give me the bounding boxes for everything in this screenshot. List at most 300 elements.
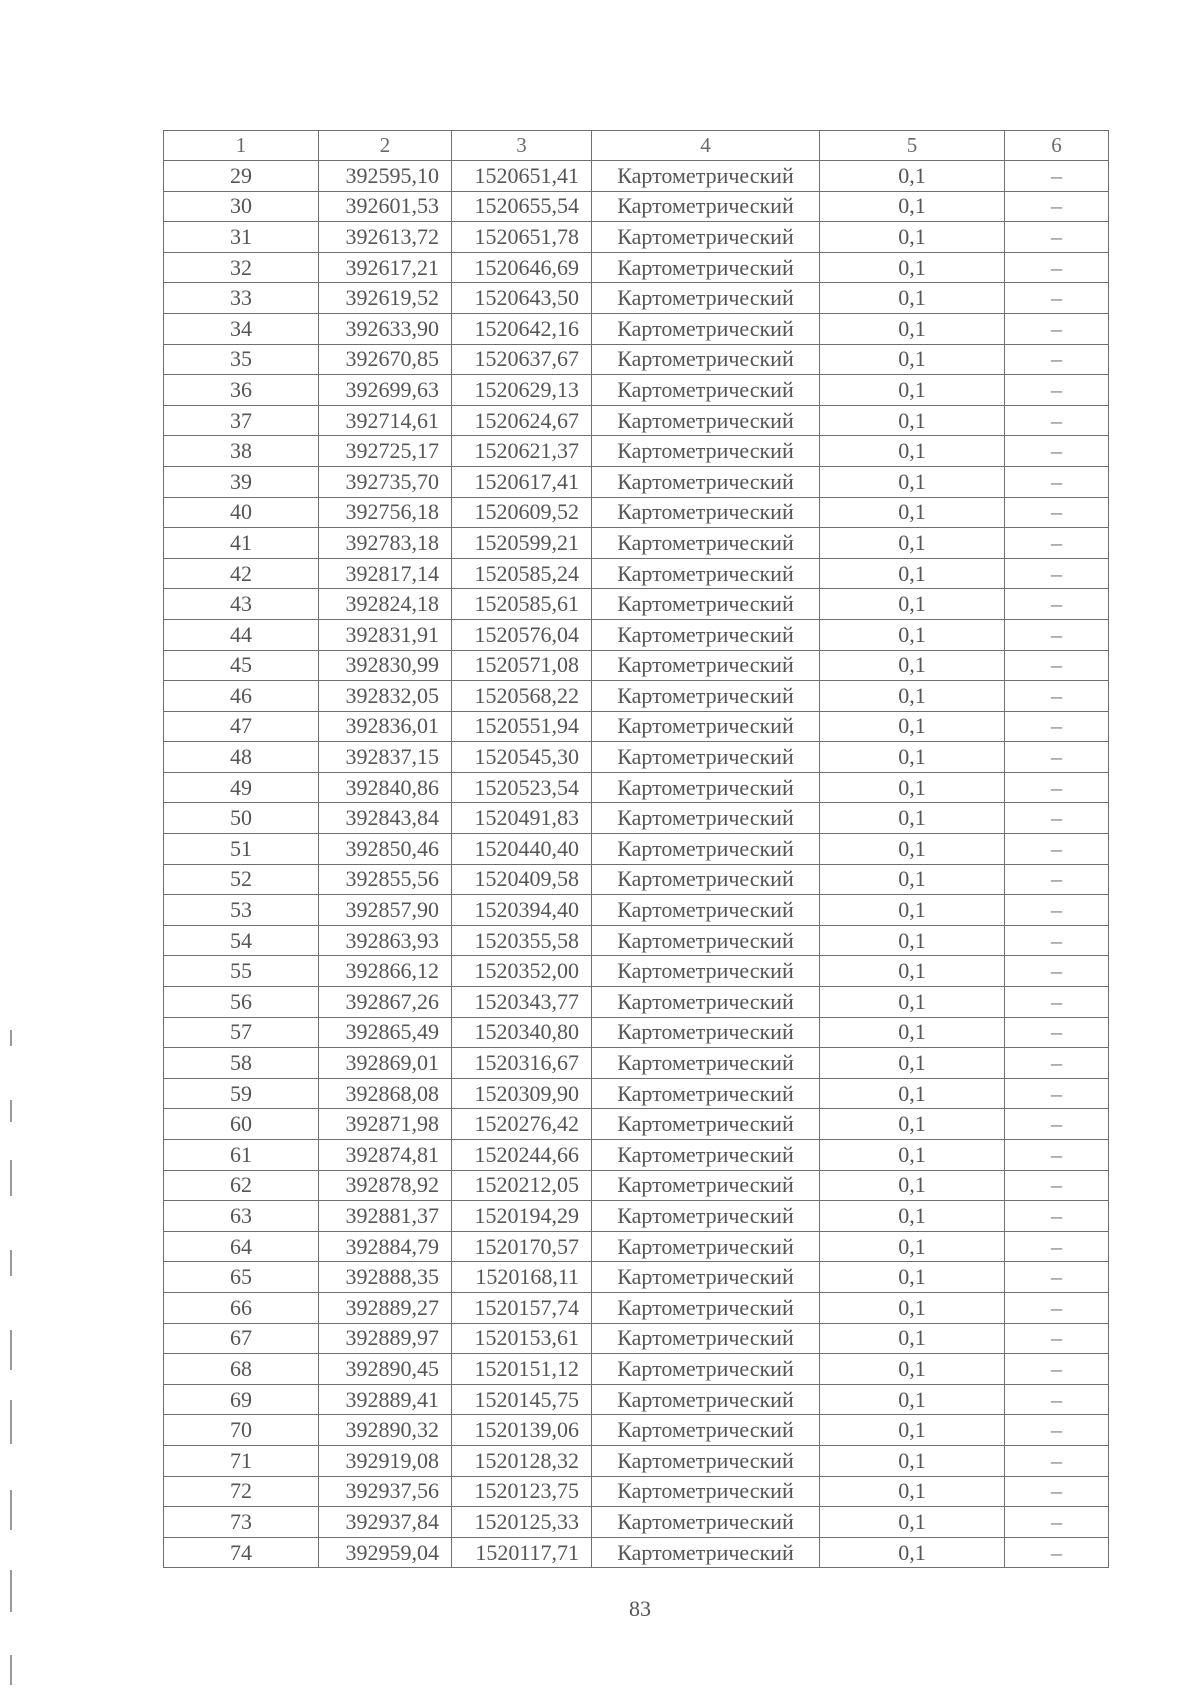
table-row [164,1292,1109,1323]
y-coordinate-cell: 1520153,61 [452,1323,592,1354]
point-number-cell: 51 [164,834,319,865]
note-cell: – [1005,466,1109,497]
table-row [164,1170,1109,1201]
note-cell: – [1005,558,1109,589]
method-cell: Картометрический [592,252,820,283]
note-cell: – [1005,222,1109,253]
accuracy-cell: 0,1 [820,1445,1005,1476]
method-cell: Картометрический [592,1323,820,1354]
scan-mark [10,1490,12,1530]
note-cell: – [1005,344,1109,375]
accuracy-cell: 0,1 [820,283,1005,314]
scan-mark [10,1030,12,1046]
method-cell: Картометрический [592,1537,820,1568]
table-row [164,558,1109,589]
accuracy-cell: 0,1 [820,558,1005,589]
accuracy-cell: 0,1 [820,895,1005,926]
y-coordinate-cell: 1520212,05 [452,1170,592,1201]
method-cell: Картометрический [592,1415,820,1446]
scan-mark [10,1655,12,1685]
table-row [164,1476,1109,1507]
point-number-cell: 48 [164,742,319,773]
method-cell: Картометрический [592,1507,820,1538]
point-number-cell: 68 [164,1354,319,1385]
x-coordinate-cell: 392884,79 [319,1231,452,1262]
y-coordinate-cell: 1520609,52 [452,497,592,528]
accuracy-cell: 0,1 [820,252,1005,283]
method-cell: Картометрический [592,895,820,926]
y-coordinate-cell: 1520646,69 [452,252,592,283]
y-coordinate-cell: 1520568,22 [452,681,592,712]
note-cell: – [1005,191,1109,222]
x-coordinate-cell: 392633,90 [319,313,452,344]
accuracy-cell: 0,1 [820,1507,1005,1538]
y-coordinate-cell: 1520244,66 [452,1140,592,1171]
method-cell: Картометрический [592,711,820,742]
method-cell: Картометрический [592,1384,820,1415]
point-number-cell: 67 [164,1323,319,1354]
y-coordinate-cell: 1520651,78 [452,222,592,253]
accuracy-cell: 0,1 [820,1323,1005,1354]
point-number-cell: 70 [164,1415,319,1446]
accuracy-cell: 0,1 [820,619,1005,650]
note-cell: – [1005,252,1109,283]
point-number-cell: 69 [164,1384,319,1415]
x-coordinate-cell: 392937,56 [319,1476,452,1507]
point-number-cell: 72 [164,1476,319,1507]
point-number-cell: 46 [164,681,319,712]
accuracy-cell: 0,1 [820,987,1005,1018]
y-coordinate-cell: 1520571,08 [452,650,592,681]
y-coordinate-cell: 1520125,33 [452,1507,592,1538]
accuracy-cell: 0,1 [820,772,1005,803]
y-coordinate-cell: 1520276,42 [452,1109,592,1140]
method-cell: Картометрический [592,528,820,559]
table-row [164,375,1109,406]
note-cell: – [1005,1078,1109,1109]
note-cell: – [1005,589,1109,620]
x-coordinate-cell: 392937,84 [319,1507,452,1538]
scan-mark [10,1100,12,1122]
note-cell: – [1005,313,1109,344]
method-cell: Картометрический [592,681,820,712]
y-coordinate-cell: 1520440,40 [452,834,592,865]
x-coordinate-cell: 392725,17 [319,436,452,467]
point-number-cell: 52 [164,864,319,895]
table-row [164,436,1109,467]
point-number-cell: 58 [164,1048,319,1079]
y-coordinate-cell: 1520309,90 [452,1078,592,1109]
y-coordinate-cell: 1520145,75 [452,1384,592,1415]
x-coordinate-cell: 392830,99 [319,650,452,681]
column-header: 6 [1005,131,1109,161]
x-coordinate-cell: 392890,45 [319,1354,452,1385]
page-number: 83 [629,1596,651,1621]
accuracy-cell: 0,1 [820,1292,1005,1323]
y-coordinate-cell: 1520128,32 [452,1445,592,1476]
column-header: 4 [592,131,820,161]
accuracy-cell: 0,1 [820,466,1005,497]
table-row [164,222,1109,253]
note-cell: – [1005,1170,1109,1201]
x-coordinate-cell: 392699,63 [319,375,452,406]
column-header: 3 [452,131,592,161]
point-number-cell: 60 [164,1109,319,1140]
point-number-cell: 34 [164,313,319,344]
table-row [164,497,1109,528]
x-coordinate-cell: 392824,18 [319,589,452,620]
note-cell: – [1005,987,1109,1018]
accuracy-cell: 0,1 [820,1140,1005,1171]
x-coordinate-cell: 392837,15 [319,742,452,773]
accuracy-cell: 0,1 [820,681,1005,712]
note-cell: – [1005,1201,1109,1232]
table-row [164,742,1109,773]
method-cell: Картометрический [592,772,820,803]
table-row [164,283,1109,314]
method-cell: Картометрический [592,619,820,650]
method-cell: Картометрический [592,222,820,253]
accuracy-cell: 0,1 [820,528,1005,559]
scan-mark [10,1330,12,1370]
note-cell: – [1005,1109,1109,1140]
y-coordinate-cell: 1520151,12 [452,1354,592,1385]
point-number-cell: 45 [164,650,319,681]
method-cell: Картометрический [592,313,820,344]
point-number-cell: 53 [164,895,319,926]
method-cell: Картометрический [592,803,820,834]
table-row [164,405,1109,436]
table-row [164,925,1109,956]
table-row [164,834,1109,865]
column-header: 2 [319,131,452,161]
x-coordinate-cell: 392866,12 [319,956,452,987]
note-cell: – [1005,834,1109,865]
point-number-cell: 59 [164,1078,319,1109]
note-cell: – [1005,1323,1109,1354]
x-coordinate-cell: 392874,81 [319,1140,452,1171]
table-row [164,1109,1109,1140]
y-coordinate-cell: 1520551,94 [452,711,592,742]
note-cell: – [1005,161,1109,192]
point-number-cell: 64 [164,1231,319,1262]
accuracy-cell: 0,1 [820,956,1005,987]
method-cell: Картометрический [592,283,820,314]
y-coordinate-cell: 1520117,71 [452,1537,592,1568]
x-coordinate-cell: 392868,08 [319,1078,452,1109]
method-cell: Картометрический [592,742,820,773]
y-coordinate-cell: 1520168,11 [452,1262,592,1293]
method-cell: Картометрический [592,987,820,1018]
x-coordinate-cell: 392714,61 [319,405,452,436]
x-coordinate-cell: 392832,05 [319,681,452,712]
y-coordinate-cell: 1520409,58 [452,864,592,895]
note-cell: – [1005,956,1109,987]
note-cell: – [1005,864,1109,895]
table-row [164,313,1109,344]
method-cell: Картометрический [592,1140,820,1171]
method-cell: Картометрический [592,1170,820,1201]
scan-mark [10,1570,12,1612]
note-cell: – [1005,1231,1109,1262]
method-cell: Картометрический [592,834,820,865]
x-coordinate-cell: 392831,91 [319,619,452,650]
column-header: 5 [820,131,1005,161]
method-cell: Картометрический [592,466,820,497]
column-header: 1 [164,131,319,161]
method-cell: Картометрический [592,864,820,895]
accuracy-cell: 0,1 [820,1201,1005,1232]
y-coordinate-cell: 1520157,74 [452,1292,592,1323]
point-number-cell: 47 [164,711,319,742]
y-coordinate-cell: 1520340,80 [452,1017,592,1048]
accuracy-cell: 0,1 [820,650,1005,681]
accuracy-cell: 0,1 [820,313,1005,344]
table-row [164,161,1109,192]
accuracy-cell: 0,1 [820,1170,1005,1201]
accuracy-cell: 0,1 [820,925,1005,956]
x-coordinate-cell: 392836,01 [319,711,452,742]
y-coordinate-cell: 1520637,67 [452,344,592,375]
accuracy-cell: 0,1 [820,1354,1005,1385]
method-cell: Картометрический [592,1201,820,1232]
table-row [164,1323,1109,1354]
table-row [164,589,1109,620]
x-coordinate-cell: 392850,46 [319,834,452,865]
accuracy-cell: 0,1 [820,1231,1005,1262]
note-cell: – [1005,1262,1109,1293]
note-cell: – [1005,925,1109,956]
y-coordinate-cell: 1520599,21 [452,528,592,559]
accuracy-cell: 0,1 [820,405,1005,436]
y-coordinate-cell: 1520139,06 [452,1415,592,1446]
table-row [164,1537,1109,1568]
method-cell: Картометрический [592,1292,820,1323]
method-cell: Картометрический [592,497,820,528]
y-coordinate-cell: 1520194,29 [452,1201,592,1232]
note-cell: – [1005,1048,1109,1079]
x-coordinate-cell: 392919,08 [319,1445,452,1476]
table-row [164,1078,1109,1109]
method-cell: Картометрический [592,1445,820,1476]
accuracy-cell: 0,1 [820,834,1005,865]
point-number-cell: 43 [164,589,319,620]
y-coordinate-cell: 1520629,13 [452,375,592,406]
scan-mark [10,1400,12,1444]
note-cell: – [1005,497,1109,528]
accuracy-cell: 0,1 [820,375,1005,406]
x-coordinate-cell: 392843,84 [319,803,452,834]
method-cell: Картометрический [592,558,820,589]
accuracy-cell: 0,1 [820,1262,1005,1293]
table-row [164,650,1109,681]
x-coordinate-cell: 392867,26 [319,987,452,1018]
y-coordinate-cell: 1520394,40 [452,895,592,926]
x-coordinate-cell: 392869,01 [319,1048,452,1079]
note-cell: – [1005,1017,1109,1048]
table-row [164,895,1109,926]
point-number-cell: 29 [164,161,319,192]
method-cell: Картометрический [592,1476,820,1507]
point-number-cell: 50 [164,803,319,834]
point-number-cell: 32 [164,252,319,283]
y-coordinate-cell: 1520621,37 [452,436,592,467]
method-cell: Картометрический [592,1048,820,1079]
point-number-cell: 37 [164,405,319,436]
coordinates-table [163,130,1109,1568]
table-row [164,711,1109,742]
table-row [164,1140,1109,1171]
y-coordinate-cell: 1520316,67 [452,1048,592,1079]
y-coordinate-cell: 1520352,00 [452,956,592,987]
point-number-cell: 40 [164,497,319,528]
accuracy-cell: 0,1 [820,864,1005,895]
x-coordinate-cell: 392601,53 [319,191,452,222]
point-number-cell: 66 [164,1292,319,1323]
x-coordinate-cell: 392863,93 [319,925,452,956]
x-coordinate-cell: 392595,10 [319,161,452,192]
note-cell: – [1005,681,1109,712]
point-number-cell: 74 [164,1537,319,1568]
accuracy-cell: 0,1 [820,191,1005,222]
method-cell: Картометрический [592,1017,820,1048]
accuracy-cell: 0,1 [820,1109,1005,1140]
point-number-cell: 35 [164,344,319,375]
note-cell: – [1005,1476,1109,1507]
point-number-cell: 54 [164,925,319,956]
accuracy-cell: 0,1 [820,742,1005,773]
x-coordinate-cell: 392959,04 [319,1537,452,1568]
point-number-cell: 44 [164,619,319,650]
method-cell: Картометрический [592,1262,820,1293]
note-cell: – [1005,619,1109,650]
x-coordinate-cell: 392889,27 [319,1292,452,1323]
note-cell: – [1005,895,1109,926]
y-coordinate-cell: 1520617,41 [452,466,592,497]
point-number-cell: 65 [164,1262,319,1293]
x-coordinate-cell: 392840,86 [319,772,452,803]
table-row [164,1354,1109,1385]
note-cell: – [1005,650,1109,681]
note-cell: – [1005,1415,1109,1446]
point-number-cell: 36 [164,375,319,406]
x-coordinate-cell: 392756,18 [319,497,452,528]
x-coordinate-cell: 392783,18 [319,528,452,559]
method-cell: Картометрический [592,1231,820,1262]
scan-mark [10,1160,12,1196]
table-row [164,1445,1109,1476]
x-coordinate-cell: 392889,41 [319,1384,452,1415]
note-cell: – [1005,283,1109,314]
accuracy-cell: 0,1 [820,589,1005,620]
point-number-cell: 31 [164,222,319,253]
accuracy-cell: 0,1 [820,497,1005,528]
point-number-cell: 62 [164,1170,319,1201]
note-cell: – [1005,742,1109,773]
method-cell: Картометрический [592,956,820,987]
table-row [164,1017,1109,1048]
y-coordinate-cell: 1520491,83 [452,803,592,834]
point-number-cell: 33 [164,283,319,314]
y-coordinate-cell: 1520624,67 [452,405,592,436]
table-row [164,191,1109,222]
table-row [164,772,1109,803]
table-row [164,252,1109,283]
y-coordinate-cell: 1520642,16 [452,313,592,344]
accuracy-cell: 0,1 [820,1415,1005,1446]
table-row [164,466,1109,497]
note-cell: – [1005,436,1109,467]
table-row [164,1231,1109,1262]
method-cell: Картометрический [592,344,820,375]
point-number-cell: 49 [164,772,319,803]
y-coordinate-cell: 1520576,04 [452,619,592,650]
point-number-cell: 57 [164,1017,319,1048]
method-cell: Картометрический [592,405,820,436]
y-coordinate-cell: 1520651,41 [452,161,592,192]
point-number-cell: 30 [164,191,319,222]
table-row [164,1384,1109,1415]
point-number-cell: 63 [164,1201,319,1232]
x-coordinate-cell: 392865,49 [319,1017,452,1048]
accuracy-cell: 0,1 [820,1476,1005,1507]
method-cell: Картометрический [592,161,820,192]
x-coordinate-cell: 392878,92 [319,1170,452,1201]
table-row [164,619,1109,650]
y-coordinate-cell: 1520355,58 [452,925,592,956]
note-cell: – [1005,1140,1109,1171]
accuracy-cell: 0,1 [820,436,1005,467]
note-cell: – [1005,1384,1109,1415]
x-coordinate-cell: 392857,90 [319,895,452,926]
table-row [164,344,1109,375]
x-coordinate-cell: 392888,35 [319,1262,452,1293]
method-cell: Картометрический [592,436,820,467]
y-coordinate-cell: 1520655,54 [452,191,592,222]
accuracy-cell: 0,1 [820,803,1005,834]
method-cell: Картометрический [592,191,820,222]
y-coordinate-cell: 1520585,24 [452,558,592,589]
table-row [164,1415,1109,1446]
note-cell: – [1005,772,1109,803]
point-number-cell: 41 [164,528,319,559]
accuracy-cell: 0,1 [820,222,1005,253]
y-coordinate-cell: 1520523,54 [452,772,592,803]
note-cell: – [1005,1445,1109,1476]
note-cell: – [1005,803,1109,834]
point-number-cell: 38 [164,436,319,467]
table-row [164,1048,1109,1079]
method-cell: Картометрический [592,589,820,620]
y-coordinate-cell: 1520545,30 [452,742,592,773]
accuracy-cell: 0,1 [820,1078,1005,1109]
y-coordinate-cell: 1520123,75 [452,1476,592,1507]
note-cell: – [1005,405,1109,436]
x-coordinate-cell: 392889,97 [319,1323,452,1354]
table-row [164,1507,1109,1538]
note-cell: – [1005,1354,1109,1385]
table-row [164,681,1109,712]
point-number-cell: 71 [164,1445,319,1476]
x-coordinate-cell: 392881,37 [319,1201,452,1232]
scan-mark [10,1250,12,1276]
method-cell: Картометрический [592,650,820,681]
note-cell: – [1005,528,1109,559]
accuracy-cell: 0,1 [820,1537,1005,1568]
note-cell: – [1005,375,1109,406]
accuracy-cell: 0,1 [820,711,1005,742]
point-number-cell: 73 [164,1507,319,1538]
